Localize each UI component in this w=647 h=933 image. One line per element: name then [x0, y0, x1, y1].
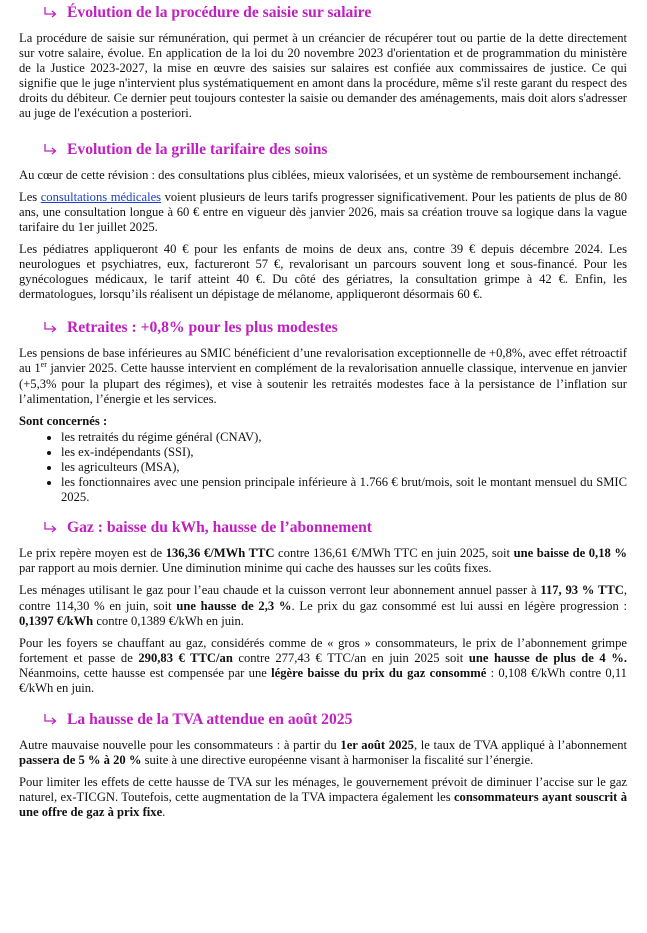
- text: voient plusieurs de leurs tarifs progresser significativement. Pour les patients de plus de 80 ans, une consultation longue à 60 € entre en vigueur dès janvier 2026, mais sa création trouve sa logique dans la vague tarifaire du 1er juillet 2025.: [19, 189, 627, 234]
- paragraph: Les pédiatres appliqueront 40 € pour les enfants de moins de deux ans, contre 39 € depuis décembre 2024. Les neurologues et psychiatres, eux, factureront 57 €, revalorisant un parcours souvent long et sous-financé. Pour les gynécologues médicaux, le tarif atteint 40 €. Du côté des gériatres, la consultation grimpe à 42 €. Enfin, les dermatologues, lorsqu’ils réalisent un dépistage de mélanome, appliqueront désormais 60 €.: [19, 241, 627, 302]
- text: par rapport au mois dernier. Une diminution minime qui cache des hausses sur les coûts fixes.: [19, 561, 492, 576]
- section-retraites: [19, 309, 627, 505]
- bold-text: une baisse de 0,18 %: [513, 546, 627, 561]
- superscript: er: [40, 360, 47, 370]
- paragraph: [19, 583, 627, 628]
- section-grille-tarifaire: [19, 129, 627, 303]
- section-tva: [19, 703, 627, 820]
- paragraph: [19, 346, 627, 406]
- list-item: • les retraités du régime général (CNAV),: [61, 430, 627, 445]
- text: contre 136,61 €/MWh TTC en juin 2025, soit: [274, 546, 514, 561]
- bold-text: 290,83 € TTC/an: [138, 650, 233, 665]
- list-title: Sont concernés :: [19, 413, 108, 428]
- text: . Le prix du gaz consommé est lui aussi en légère progression :: [291, 598, 627, 613]
- bold-text: passera de 5 % à 20 %: [19, 753, 142, 768]
- section-title-text: Gaz : baisse du kWh, hausse de l’abonnement: [67, 519, 372, 537]
- bold-text: légère baisse du prix du gaz consommé: [271, 665, 487, 680]
- section-title-text: La hausse de la TVA attendue en août 2025: [67, 711, 353, 729]
- paragraph: La procédure de saisie sur rémunération, qui permet à un créancier de récupérer tout ou partie de la dette directement sur votre salaire, évolue. En application de la loi du 20 novembre 2023 d'orientation et de programmation du ministère de la Justice 2023-2027, la mise en œuvre des saisies sur salaires est confiée aux commissaires de justice. Ce qui signifie que le juge n'intervient plus systématiquement en amont dans la procédure, même s'il reste garant du respect des droits du débiteur. Ce dernier peut toujours contester la saisie ou demander des aménagements, mais doit alors s'adresser au juge de l'exécution a posteriori.: [19, 31, 627, 121]
- consultations-medicales-link[interactable]: consultations médicales: [40, 189, 162, 204]
- return-arrow-icon: [41, 6, 59, 20]
- text: Pour limiter les effets de cette hausse de TVA sur les ménages, le gouvernement prévoit de diminuer l’accise sur le gaz naturel, ex-TICGN. Toutefois, cette augmentation de la TVA impactera également les: [19, 775, 627, 805]
- text: .: [162, 805, 166, 820]
- list-item: • les ex-indépendants (SSI),: [61, 445, 627, 460]
- text: contre 0,1389 €/kWh en juin.: [93, 613, 244, 628]
- section-saisie-salaire: [19, 0, 627, 122]
- section-title: [41, 4, 627, 22]
- bold-text: consommateurs ayant souscrit à une offre de gaz à prix fixe: [19, 790, 627, 820]
- text: Les: [19, 189, 41, 204]
- return-arrow-icon: [41, 143, 59, 157]
- bold-text: 1er août 2025: [340, 738, 414, 753]
- paragraph: [19, 738, 627, 768]
- list-item: • les agriculteurs (MSA),: [61, 460, 627, 475]
- bold-text: une hausse de 2,3 %: [176, 598, 292, 613]
- text: Néanmoins, cette hausse est compensée par une: [19, 665, 272, 680]
- bold-text: 0,1397 €/kWh: [19, 613, 94, 628]
- text: Pour les foyers se chauffant au gaz, considérés comme de « gros » consommateurs, le prix de l’abonnement grimpe fortement et passe de: [19, 635, 627, 665]
- text: : 0,108 €/kWh contre 0,11 €/kWh en juin.: [19, 665, 627, 695]
- text: contre 277,43 € TTC/an en juin 2025 soit: [232, 650, 469, 665]
- text: Les pensions de base inférieures au SMIC bénéficient d’une revalorisation exceptionnelle de +0,8%, avec effet rétroactif au 1: [19, 346, 627, 376]
- section-title-text: Évolution de la procédure de saisie sur salaire: [67, 4, 372, 21]
- text: , contre 114,30 % en juin, soit: [19, 583, 627, 613]
- section-title: [41, 711, 627, 729]
- paragraph: [19, 775, 627, 820]
- bold-text: une hausse de plus de 4 %.: [468, 650, 627, 665]
- return-arrow-icon: [41, 321, 59, 335]
- section-title-text: Retraites : +0,8% pour les plus modestes: [67, 319, 338, 337]
- section-title: [41, 519, 627, 537]
- bold-text: 117, 93 % TTC: [540, 583, 624, 598]
- list-item: • les fonctionnaires avec une pension principale inférieure à 1.766 € brut/mois, soit le montant mensuel du SMIC 2025.: [61, 475, 627, 505]
- text: suite à une directive européenne visant à harmoniser la fiscalité sur l’énergie.: [141, 753, 534, 768]
- section-title: [41, 319, 627, 337]
- section-gaz: [19, 511, 627, 696]
- text: Le prix repère moyen est de: [19, 546, 166, 561]
- paragraph: Au cœur de cette révision : des consultations plus ciblées, mieux valorisées, et un système de remboursement inchangé.: [19, 167, 622, 182]
- concerned-list: [19, 430, 627, 505]
- text: Autre mauvaise nouvelle pour les consommateurs : à partir du: [19, 738, 341, 753]
- text: , le taux de TVA appliqué à l’abonnement: [413, 738, 628, 753]
- return-arrow-icon: [41, 713, 59, 727]
- return-arrow-icon: [41, 521, 59, 535]
- text: janvier 2025. Cette hausse intervient en complément de la revalorisation annuelle classique, intervenue en janvier (+5,3% pour la plupart des régimes), et vise à soutenir les retraités modestes face à la persistance de l’inflation sur l’alimentation, l’énergie et les services.: [19, 361, 627, 406]
- bold-text: 136,36 €/MWh TTC: [165, 546, 275, 561]
- paragraph: [19, 636, 627, 696]
- paragraph: [19, 190, 627, 235]
- paragraph: [19, 546, 627, 576]
- section-title: [41, 141, 627, 159]
- section-title-text: Evolution de la grille tarifaire des soins: [67, 140, 328, 158]
- text: Les ménages utilisant le gaz pour l’eau chaude et la cuisson verront leur abonnement annuel passer à: [19, 583, 541, 598]
